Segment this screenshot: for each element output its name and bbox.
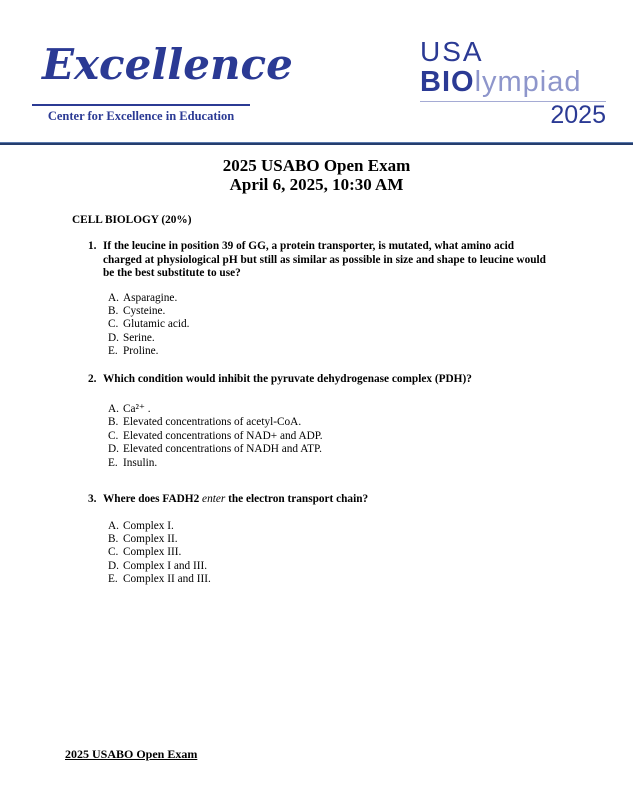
option-text: Complex I and III. (123, 559, 208, 572)
section-heading: CELL BIOLOGY (20%) (72, 214, 192, 226)
option-row (108, 292, 633, 305)
option-text: Elevated concentrations of NAD+ and ADP. (123, 429, 323, 442)
question-text: Which condition would inhibit the pyruvate dehydrogenase complex (PDH)? (103, 372, 472, 385)
option-text: Proline. (123, 345, 159, 358)
exam-title-block (0, 156, 633, 194)
option-row (108, 345, 633, 358)
option-text: Insulin. (123, 456, 158, 469)
option-text: Asparagine. (123, 291, 178, 304)
usabo-logo-lympiad: lympiad (474, 66, 582, 98)
page-header (0, 0, 633, 142)
option-letter: B. (108, 532, 119, 545)
exam-title: 2025 USABO Open Exam (222, 156, 411, 175)
excellence-subtitle: Center for Excellence in Education (47, 109, 235, 123)
option-row (108, 332, 633, 345)
option-letter: D. (108, 331, 119, 344)
option-text: Elevated concentrations of acetyl-CoA. (123, 416, 302, 429)
question-text (103, 493, 550, 507)
option-row (108, 416, 633, 429)
option-row (108, 403, 633, 416)
option-letter: A. (108, 291, 119, 304)
question-number: 1. (88, 240, 97, 252)
option-text: Cysteine. (123, 304, 166, 317)
question-number: 3. (88, 493, 97, 506)
question-2-options (108, 403, 633, 470)
footer-page-label: 2025 USABO Open Exam (65, 747, 198, 761)
usabo-logo-bio: BIO (420, 66, 475, 98)
option-letter: E. (108, 573, 118, 586)
option-row (108, 457, 633, 470)
question-text: If the leucine in position 39 of GG, a protein transporter, is mutated, what amino acid charged at physiological pH but still as similar as possible in size and shape to leucine would be the best substitute to use? (103, 240, 546, 279)
option-row (108, 430, 633, 443)
option-text: Complex I. (123, 519, 174, 532)
option-row (108, 546, 633, 559)
option-letter: D. (108, 443, 119, 456)
option-text: Elevated concentrations of NADH and ATP. (123, 443, 322, 456)
excellence-script-text: Excellence (42, 40, 293, 89)
option-row (108, 573, 633, 586)
question-text-pre: Where does FADH2 (103, 493, 200, 506)
question-3 (88, 493, 633, 507)
option-letter: B. (108, 416, 119, 429)
option-text: Serine. (123, 331, 155, 344)
option-letter: A. (108, 519, 119, 532)
option-letter: B. (108, 304, 119, 317)
option-letter: C. (108, 546, 119, 559)
option-letter: E. (108, 456, 118, 469)
option-letter: C. (108, 429, 119, 442)
option-text: Complex II and III. (123, 573, 211, 586)
question-3-options (108, 520, 633, 587)
excellence-underline (32, 104, 250, 106)
option-row (108, 318, 633, 331)
usabo-logo-year: 2025 (550, 101, 606, 129)
option-text: Complex III. (123, 546, 182, 559)
option-row (108, 443, 633, 456)
option-row (108, 520, 633, 533)
exam-datetime: April 6, 2025, 10:30 AM (229, 175, 404, 194)
option-letter: D. (108, 559, 119, 572)
question-1 (88, 240, 633, 281)
option-text: Complex II. (123, 532, 178, 545)
option-letter: C. (108, 318, 119, 331)
option-letter: A. (108, 403, 119, 416)
usabo-logo-bioline (420, 66, 606, 98)
option-row (108, 533, 633, 546)
usabo-logo (420, 38, 606, 129)
usabo-logo-country: USA (420, 36, 484, 67)
option-text: Glutamic acid. (123, 318, 190, 331)
option-text: Ca²⁺ . (123, 403, 151, 416)
question-1-options (108, 292, 633, 359)
option-row (108, 560, 633, 573)
option-row (108, 305, 633, 318)
header-divider-rule (0, 142, 633, 145)
question-text-italic: enter (199, 493, 229, 506)
option-letter: E. (108, 345, 118, 358)
question-text-post: the electron transport chain? (228, 493, 369, 506)
question-2 (88, 373, 633, 387)
question-number: 2. (88, 372, 97, 385)
